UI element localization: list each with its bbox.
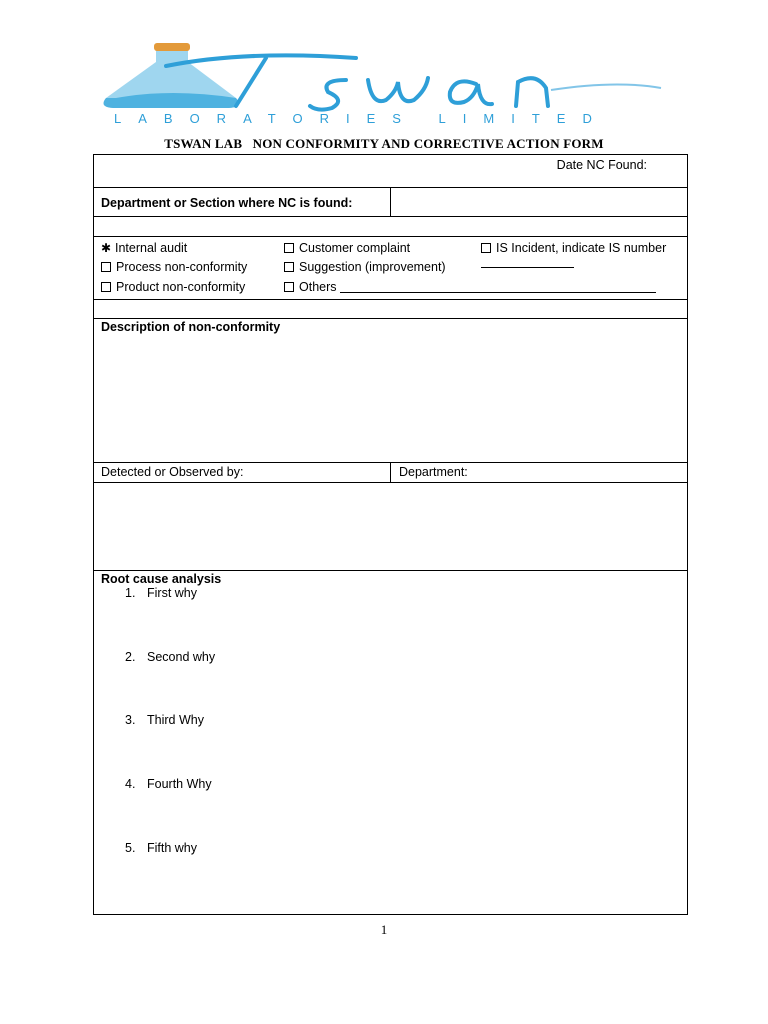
item-label: Second why: [147, 650, 216, 664]
tswan-logo-graphic: [96, 40, 666, 126]
checkbox-icon: [101, 262, 111, 272]
source-internal-audit[interactable]: [101, 241, 187, 256]
checkbox-icon: [284, 262, 294, 272]
page-number: 1: [380, 922, 388, 937]
source-process-nc[interactable]: [101, 260, 247, 275]
checkbox-icon: [481, 243, 491, 253]
root-cause-item[interactable]: [125, 841, 197, 856]
root-cause-item[interactable]: [125, 713, 204, 728]
item-number: 4.: [125, 777, 136, 791]
department-section-label: Department or Section where NC is found:: [101, 196, 353, 210]
is-incident-label: IS Incident, indicate IS number: [496, 241, 667, 255]
checkbox-icon: [101, 282, 111, 292]
department-section-field[interactable]: [391, 188, 686, 216]
customer-complaint-label: Customer complaint: [299, 241, 411, 255]
item-number: 1.: [125, 586, 136, 600]
logo-tagline: LABORATORIES LIMITED: [114, 111, 609, 126]
date-found-label: Date NC Found:: [556, 158, 647, 172]
source-suggestion[interactable]: [284, 260, 446, 275]
description-field[interactable]: [94, 335, 687, 462]
asterisk-checked-icon: ✱: [101, 241, 112, 255]
description-label: Description of non-conformity: [101, 320, 281, 334]
others-label: Others: [299, 280, 337, 294]
root-cause-item[interactable]: [125, 777, 212, 792]
source-product-nc[interactable]: [101, 280, 245, 295]
form-title: TSWAN LAB NON CONFORMITY AND CORRECTIVE ACTION FORM: [164, 136, 604, 151]
item-label: First why: [147, 586, 197, 600]
process-nc-label: Process non-conformity: [116, 260, 248, 274]
company-logo: [96, 40, 666, 126]
detected-by-label: Detected or Observed by:: [101, 465, 244, 479]
suggestion-label: Suggestion (improvement): [299, 260, 446, 274]
item-number: 5.: [125, 841, 136, 855]
checkbox-icon: [284, 282, 294, 292]
root-cause-item[interactable]: [125, 650, 215, 665]
root-cause-heading: Root cause analysis: [101, 572, 222, 586]
item-number: 2.: [125, 650, 136, 664]
detected-details-field[interactable]: [94, 483, 687, 570]
item-label: Third Why: [147, 713, 204, 727]
source-is-incident[interactable]: [481, 241, 666, 256]
internal-audit-label: Internal audit: [115, 241, 188, 255]
others-blank-line[interactable]: [340, 282, 656, 293]
is-number-blank-line[interactable]: [481, 267, 574, 268]
source-others[interactable]: [284, 280, 656, 295]
item-number: 3.: [125, 713, 136, 727]
checkbox-icon: [284, 243, 294, 253]
department-label: Department:: [399, 465, 468, 479]
root-cause-item[interactable]: [125, 586, 197, 601]
source-customer-complaint[interactable]: [284, 241, 410, 256]
product-nc-label: Product non-conformity: [116, 280, 246, 294]
item-label: Fourth Why: [147, 777, 212, 791]
nc-form: [93, 154, 688, 915]
item-label: Fifth why: [147, 841, 198, 855]
